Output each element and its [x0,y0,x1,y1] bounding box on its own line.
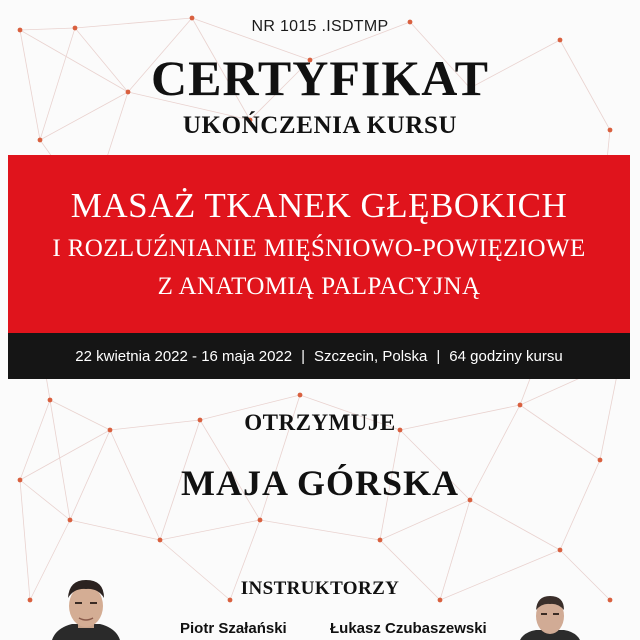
details-separator: | [436,347,441,365]
course-title-line-2: I ROZLUŹNIANIE MIĘŚNIOWO-POWIĘZIOWE [52,235,586,262]
network-node [558,548,563,553]
instructor-name-left: Piotr Szałański [180,620,287,637]
course-hours: 64 godziny kursu [449,347,563,365]
certificate-title: CERTYFIKAT [151,50,489,106]
network-node [298,393,303,398]
instructor-photo-right [520,592,580,640]
network-line [470,500,560,550]
network-node [68,518,73,523]
instructor-name-right: Łukasz Czubaszewski [330,620,487,637]
network-line [380,500,470,540]
network-node [558,38,563,43]
course-title-banner [8,155,630,333]
certificate-number: NR 1015 .ISDTMP [251,18,389,35]
course-dates: 22 kwietnia 2022 - 16 maja 2022 [75,347,293,365]
network-node [518,403,523,408]
certificate-subtitle: UKOŃCZENIA KURSU [182,112,458,139]
awarded-label: OTRZYMUJE [244,410,396,435]
network-node [258,518,263,523]
details-separator: | [301,347,305,365]
course-location: Szczecin, Polska [314,347,428,365]
network-line [70,520,160,540]
network-node [48,398,53,403]
instructors-heading: INSTRUKTORZY [240,578,400,599]
instructor-photo-left [50,572,122,640]
course-details-bar [8,333,630,379]
recipient-name: MAJA GÓRSKA [180,463,459,503]
course-title-line-1: MASAŻ TKANEK GŁĘBOKICH [70,186,568,225]
network-node [158,538,163,543]
network-line [160,520,260,540]
course-title-line-3: Z ANATOMIĄ PALPACYJNĄ [157,273,481,300]
network-line [260,520,380,540]
network-node [378,538,383,543]
